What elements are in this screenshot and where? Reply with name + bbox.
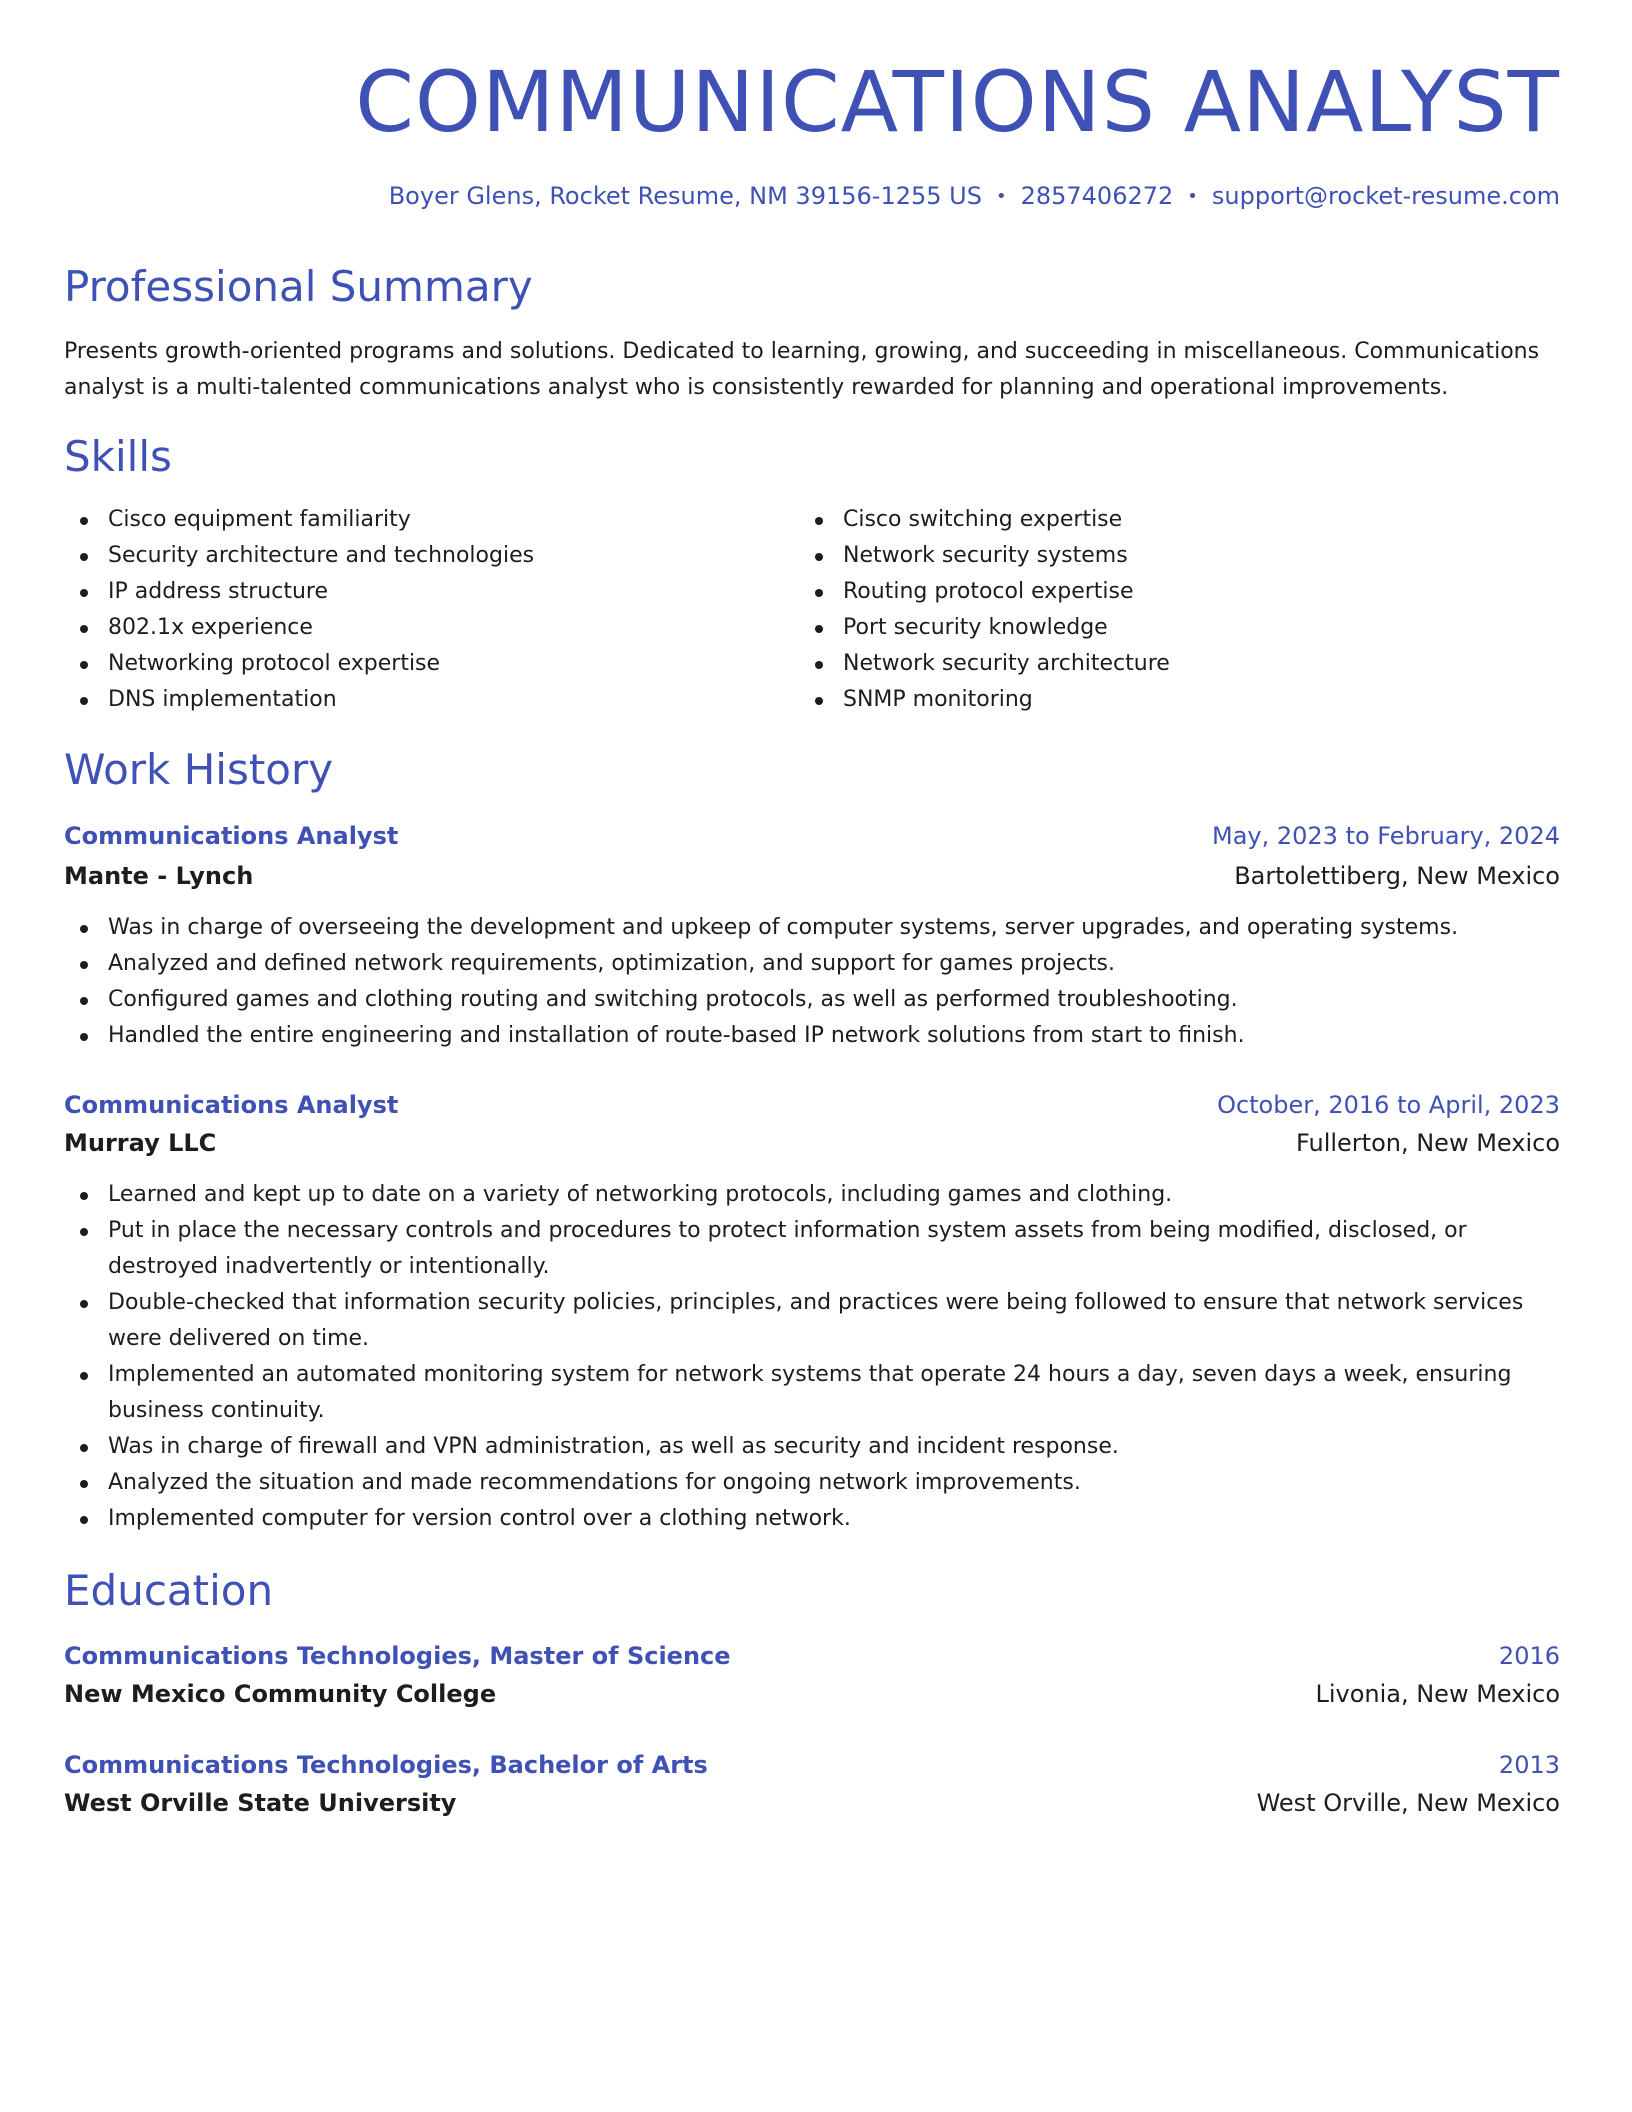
education-year: 2013	[1498, 1751, 1560, 1779]
job-bullets	[64, 1177, 1560, 1537]
job-header	[64, 1087, 1560, 1123]
skill-item: Cisco equipment familiarity	[64, 502, 764, 538]
skill-item: Routing protocol expertise	[799, 574, 1499, 610]
job-bullet: Was in charge of firewall and VPN administration, as well as security and incident response.	[64, 1429, 1560, 1465]
contact-phone: 2857406272	[1020, 182, 1174, 210]
job-title: Communications Analyst	[64, 822, 399, 850]
job-bullets	[64, 910, 1560, 1054]
education-year: 2016	[1498, 1642, 1560, 1670]
job-location: Fullerton, New Mexico	[1295, 1129, 1560, 1157]
skill-item: DNS implementation	[64, 682, 764, 718]
education-degree: Communications Technologies, Bachelor of Arts	[64, 1751, 708, 1779]
job-location: Bartolettiberg, New Mexico	[1234, 862, 1560, 890]
education-heading: Education	[64, 1566, 274, 1615]
skill-item: Security architecture and technologies	[64, 538, 764, 574]
education-school-row	[64, 1676, 1560, 1712]
education-location: West Orville, New Mexico	[1256, 1789, 1560, 1817]
contact-separator: •	[1187, 186, 1198, 207]
education-location: Livonia, New Mexico	[1315, 1680, 1560, 1708]
contact-email[interactable]: support@rocket-resume.com	[1211, 182, 1560, 210]
work-history-heading: Work History	[64, 745, 334, 794]
job-header	[64, 818, 1560, 854]
resume-title: COMMUNICATIONS ANALYST	[355, 53, 1560, 151]
contact-address: Boyer Glens, Rocket Resume, NM 39156-1255 US	[388, 182, 982, 210]
job-bullet: Implemented an automated monitoring system for network systems that operate 24 hours a day, seven days a week, ensuring business continuity.	[64, 1357, 1560, 1429]
skills-heading: Skills	[64, 432, 172, 481]
skill-item: Network security architecture	[799, 646, 1499, 682]
job-bullet: Analyzed the situation and made recommendations for ongoing network improvements.	[64, 1465, 1560, 1501]
skill-item: Networking protocol expertise	[64, 646, 764, 682]
job-bullet: Analyzed and defined network requirements, optimization, and support for games projects.	[64, 946, 1560, 982]
job-bullet: Learned and kept up to date on a variety of networking protocols, including games and clothing.	[64, 1177, 1560, 1213]
skill-item: Network security systems	[799, 538, 1499, 574]
job-dates: May, 2023 to February, 2024	[1212, 822, 1560, 850]
contact-line	[389, 180, 1560, 213]
education-header	[64, 1747, 1560, 1783]
education-school-row	[64, 1785, 1560, 1821]
job-dates: October, 2016 to April, 2023	[1217, 1091, 1560, 1119]
skills-list-right	[799, 502, 1499, 718]
summary-heading: Professional Summary	[64, 262, 533, 311]
job-employer-row	[64, 858, 1560, 894]
job-bullet: Put in place the necessary controls and procedures to protect information system assets from being modified, disclosed, or destroyed inadvertently or intentionally.	[64, 1213, 1560, 1285]
skill-item: Port security knowledge	[799, 610, 1499, 646]
skill-item: 802.1x experience	[64, 610, 764, 646]
skill-item: IP address structure	[64, 574, 764, 610]
job-title: Communications Analyst	[64, 1091, 399, 1119]
skill-item: Cisco switching expertise	[799, 502, 1499, 538]
education-school: West Orville State University	[64, 1789, 457, 1817]
job-employer-row	[64, 1125, 1560, 1161]
job-bullet: Double-checked that information security policies, principles, and practices were being followed to ensure that network services were delivered on time.	[64, 1285, 1560, 1357]
job-company: Murray LLC	[64, 1129, 217, 1157]
skill-item: SNMP monitoring	[799, 682, 1499, 718]
education-school: New Mexico Community College	[64, 1680, 497, 1708]
job-company: Mante - Lynch	[64, 862, 254, 890]
job-bullet: Was in charge of overseeing the development and upkeep of computer systems, server upgrades, and operating systems.	[64, 910, 1560, 946]
skills-list-left	[64, 502, 764, 718]
job-bullet: Handled the entire engineering and installation of route-based IP network solutions from start to finish.	[64, 1018, 1560, 1054]
education-degree: Communications Technologies, Master of Science	[64, 1642, 731, 1670]
contact-separator: •	[995, 186, 1007, 207]
education-header	[64, 1638, 1560, 1674]
job-bullet: Configured games and clothing routing and switching protocols, as well as performed troubleshooting.	[64, 982, 1560, 1018]
job-bullet: Implemented computer for version control over a clothing network.	[64, 1501, 1560, 1537]
summary-text: Presents growth-oriented programs and solutions. Dedicated to learning, growing, and succeeding in miscellaneous. Communications analyst is a multi-talented communications analyst who is consistently rewarded for planning and operational improvements.	[64, 339, 1540, 400]
